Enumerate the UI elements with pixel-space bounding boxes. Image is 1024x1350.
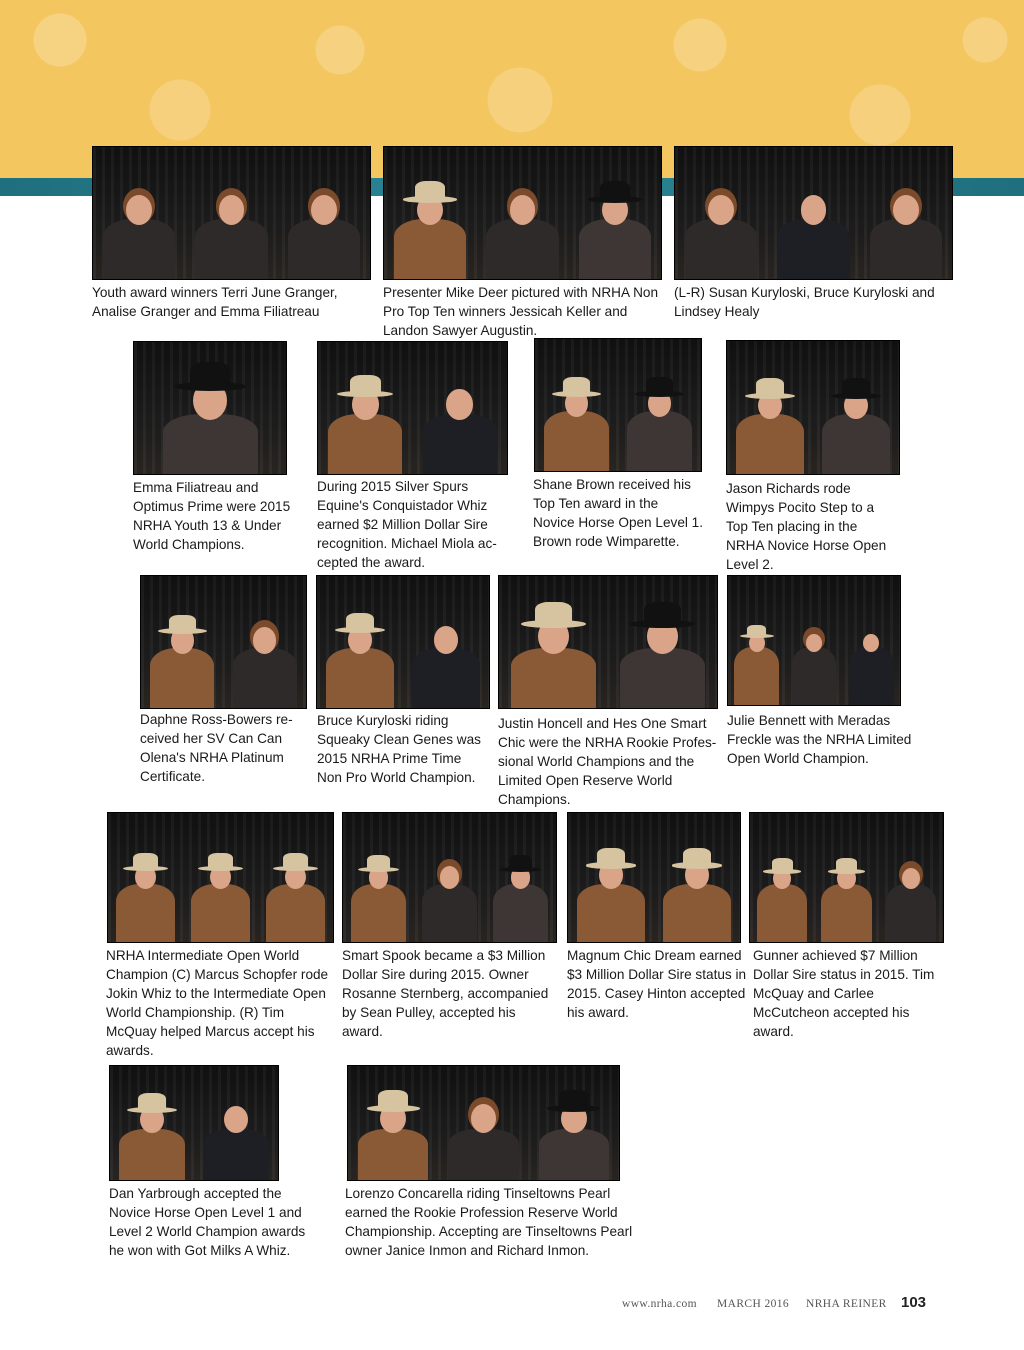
person-figure [288, 171, 360, 279]
cowboy-hat-icon [831, 378, 882, 399]
person-figure [511, 600, 596, 708]
person-figure [351, 836, 406, 942]
person-figure [821, 836, 871, 942]
page-footer [620, 1294, 930, 1316]
cowboy-hat-icon [273, 853, 317, 871]
person-figure [734, 599, 779, 705]
cowboy-hat-icon [358, 855, 400, 872]
cowboy-hat-icon [552, 377, 601, 397]
person-figure [233, 600, 297, 708]
photo-caption: Emma Filiatreau and Optimus Prime were 2015 NRHA Youth 13 & Under World Champions. [133, 480, 291, 552]
award-photo [383, 146, 662, 280]
cowboy-hat-icon [740, 625, 774, 639]
person-figure [579, 171, 651, 279]
award-photo [342, 812, 557, 943]
person-figure [423, 366, 497, 474]
cowboy-hat-icon [745, 378, 796, 399]
person-figure [150, 600, 214, 708]
footer-website: www.nrha.com [622, 1298, 697, 1310]
person-figure [577, 836, 644, 942]
photo-caption: NRHA Intermediate Open World Champion (C) Marcus Schopfer rode Jokin Whiz to the Intermediate Open World Championship. (R) Tim McQuay helped Marcus accept his awards. [106, 948, 329, 1058]
photo-caption: Julie Bennett with Meradas Freckle was the NRHA Limited Open World Champion. [727, 713, 912, 766]
award-photo [109, 1065, 279, 1181]
cowboy-hat-icon [174, 362, 246, 391]
award-photo [567, 812, 741, 943]
person-figure [493, 836, 548, 942]
person-figure [412, 600, 479, 708]
cowboy-hat-icon [547, 1090, 600, 1112]
person-figure [191, 836, 250, 942]
cowboy-hat-icon [635, 377, 684, 397]
person-figure [736, 365, 803, 474]
cowboy-hat-icon [158, 615, 207, 635]
award-photo [534, 338, 702, 472]
person-figure [448, 1087, 518, 1180]
photo-caption: Dan Yarbrough accepted the Novice Horse Open Level 1 and Level 2 World Champion awards he won with Got Milks A Whiz. [109, 1186, 306, 1258]
person-figure [119, 1087, 185, 1180]
cowboy-hat-icon [335, 613, 386, 634]
photo-caption: Magnum Chic Dream earned $3 Million Dollar Sire status in 2015. Casey Hinton accepted his award. [567, 948, 747, 1020]
person-figure [394, 171, 466, 279]
cowboy-hat-icon [630, 602, 694, 628]
award-photo [133, 341, 287, 475]
photo-caption: Jason Richards rode Wimpys Pocito Step to a Top Ten placing in the NRHA Novice Horse Open Level 2. [726, 481, 887, 572]
cowboy-hat-icon [500, 855, 542, 872]
cowboy-hat-icon [367, 1090, 420, 1112]
photo-caption: Presenter Mike Deer pictured with NRHA Non Pro Top Ten winners Jessicah Keller and Landon Sawyer Augustin. [383, 285, 659, 338]
cowboy-hat-icon [198, 853, 242, 871]
photo-caption: (L-R) Susan Kuryloski, Bruce Kuryloski and Lindsey Healy [674, 285, 935, 319]
person-figure [486, 171, 558, 279]
person-figure [203, 1087, 269, 1180]
person-figure [620, 600, 705, 708]
cowboy-hat-icon [586, 848, 637, 869]
cowboy-hat-icon [337, 375, 393, 398]
person-figure [822, 365, 889, 474]
person-figure [103, 171, 175, 279]
photo-caption: Daphne Ross-Bowers re-ceived her SV Can Can Olena's NRHA Platinum Certificate. [140, 712, 293, 784]
person-figure [266, 836, 325, 942]
person-figure [195, 171, 267, 279]
cowboy-hat-icon [763, 858, 801, 873]
photo-caption: Youth award winners Terri June Granger, Analise Granger and Emma Filiatreau [92, 285, 338, 319]
award-photo [140, 575, 307, 709]
cowboy-hat-icon [123, 853, 167, 871]
photo-caption: Justin Honcell and Hes One Smart Chic were the NRHA Rookie Profes-sional World Champions and the Limited Open Reserve World Champions. [498, 716, 717, 807]
photo-caption: Shane Brown received his Top Ten award in the Novice Horse Open Level 1. Brown rode Wimparette. [533, 477, 704, 549]
award-photo [498, 575, 718, 709]
photo-caption: Smart Spook became a $3 Million Dollar Sire during 2015. Owner Rosanne Sternberg, accompanied by Sean Pulley, accepted his award. [342, 948, 549, 1039]
person-figure [326, 600, 393, 708]
person-figure [627, 363, 692, 471]
person-figure [792, 599, 837, 705]
award-photo [107, 812, 334, 943]
award-photo [727, 575, 901, 706]
cowboy-hat-icon [588, 181, 642, 203]
person-figure [422, 836, 477, 942]
cowboy-hat-icon [521, 602, 585, 628]
footer-issue: MARCH 2016 [717, 1298, 790, 1310]
cowboy-hat-icon [828, 858, 866, 873]
person-figure [663, 836, 730, 942]
person-figure [358, 1087, 428, 1180]
photo-caption: During 2015 Silver Spurs Equine's Conquistador Whiz earned $2 Million Dollar Sire recognition. Michael Miola ac-cepted the award. [317, 479, 497, 570]
footer-magazine: NRHA REINER [806, 1298, 887, 1310]
person-figure [328, 366, 402, 474]
cowboy-hat-icon [403, 181, 457, 203]
award-photo [726, 340, 900, 475]
cowboy-hat-icon [127, 1093, 177, 1113]
person-figure [544, 363, 609, 471]
page-number: 103 [901, 1294, 927, 1311]
person-figure [886, 836, 936, 942]
cowboy-hat-icon [672, 848, 723, 869]
award-photo [347, 1065, 620, 1181]
person-figure [163, 366, 258, 474]
photo-caption: Gunner achieved $7 Million Dollar Sire status in 2015. Tim McQuay and Carlee McCutcheon accepted his award. [753, 948, 935, 1039]
award-photo [316, 575, 490, 709]
award-photo [749, 812, 944, 943]
person-figure [685, 171, 757, 279]
photo-caption: Lorenzo Concarella riding Tinseltowns Pearl earned the Rookie Profession Reserve World Championship. Accepting are Tinseltowns Pearl owner Janice Inmon and Richard Inmon. [345, 1186, 633, 1258]
photo-caption: Bruce Kuryloski riding Squeaky Clean Genes was 2015 NRHA Prime Time Non Pro World Champion. [317, 713, 481, 785]
person-figure [870, 171, 942, 279]
person-figure [116, 836, 175, 942]
award-photo [317, 341, 508, 475]
person-figure [777, 171, 849, 279]
award-photo [92, 146, 371, 280]
person-figure [849, 599, 894, 705]
person-figure [757, 836, 807, 942]
award-photo [674, 146, 953, 280]
person-figure [539, 1087, 609, 1180]
